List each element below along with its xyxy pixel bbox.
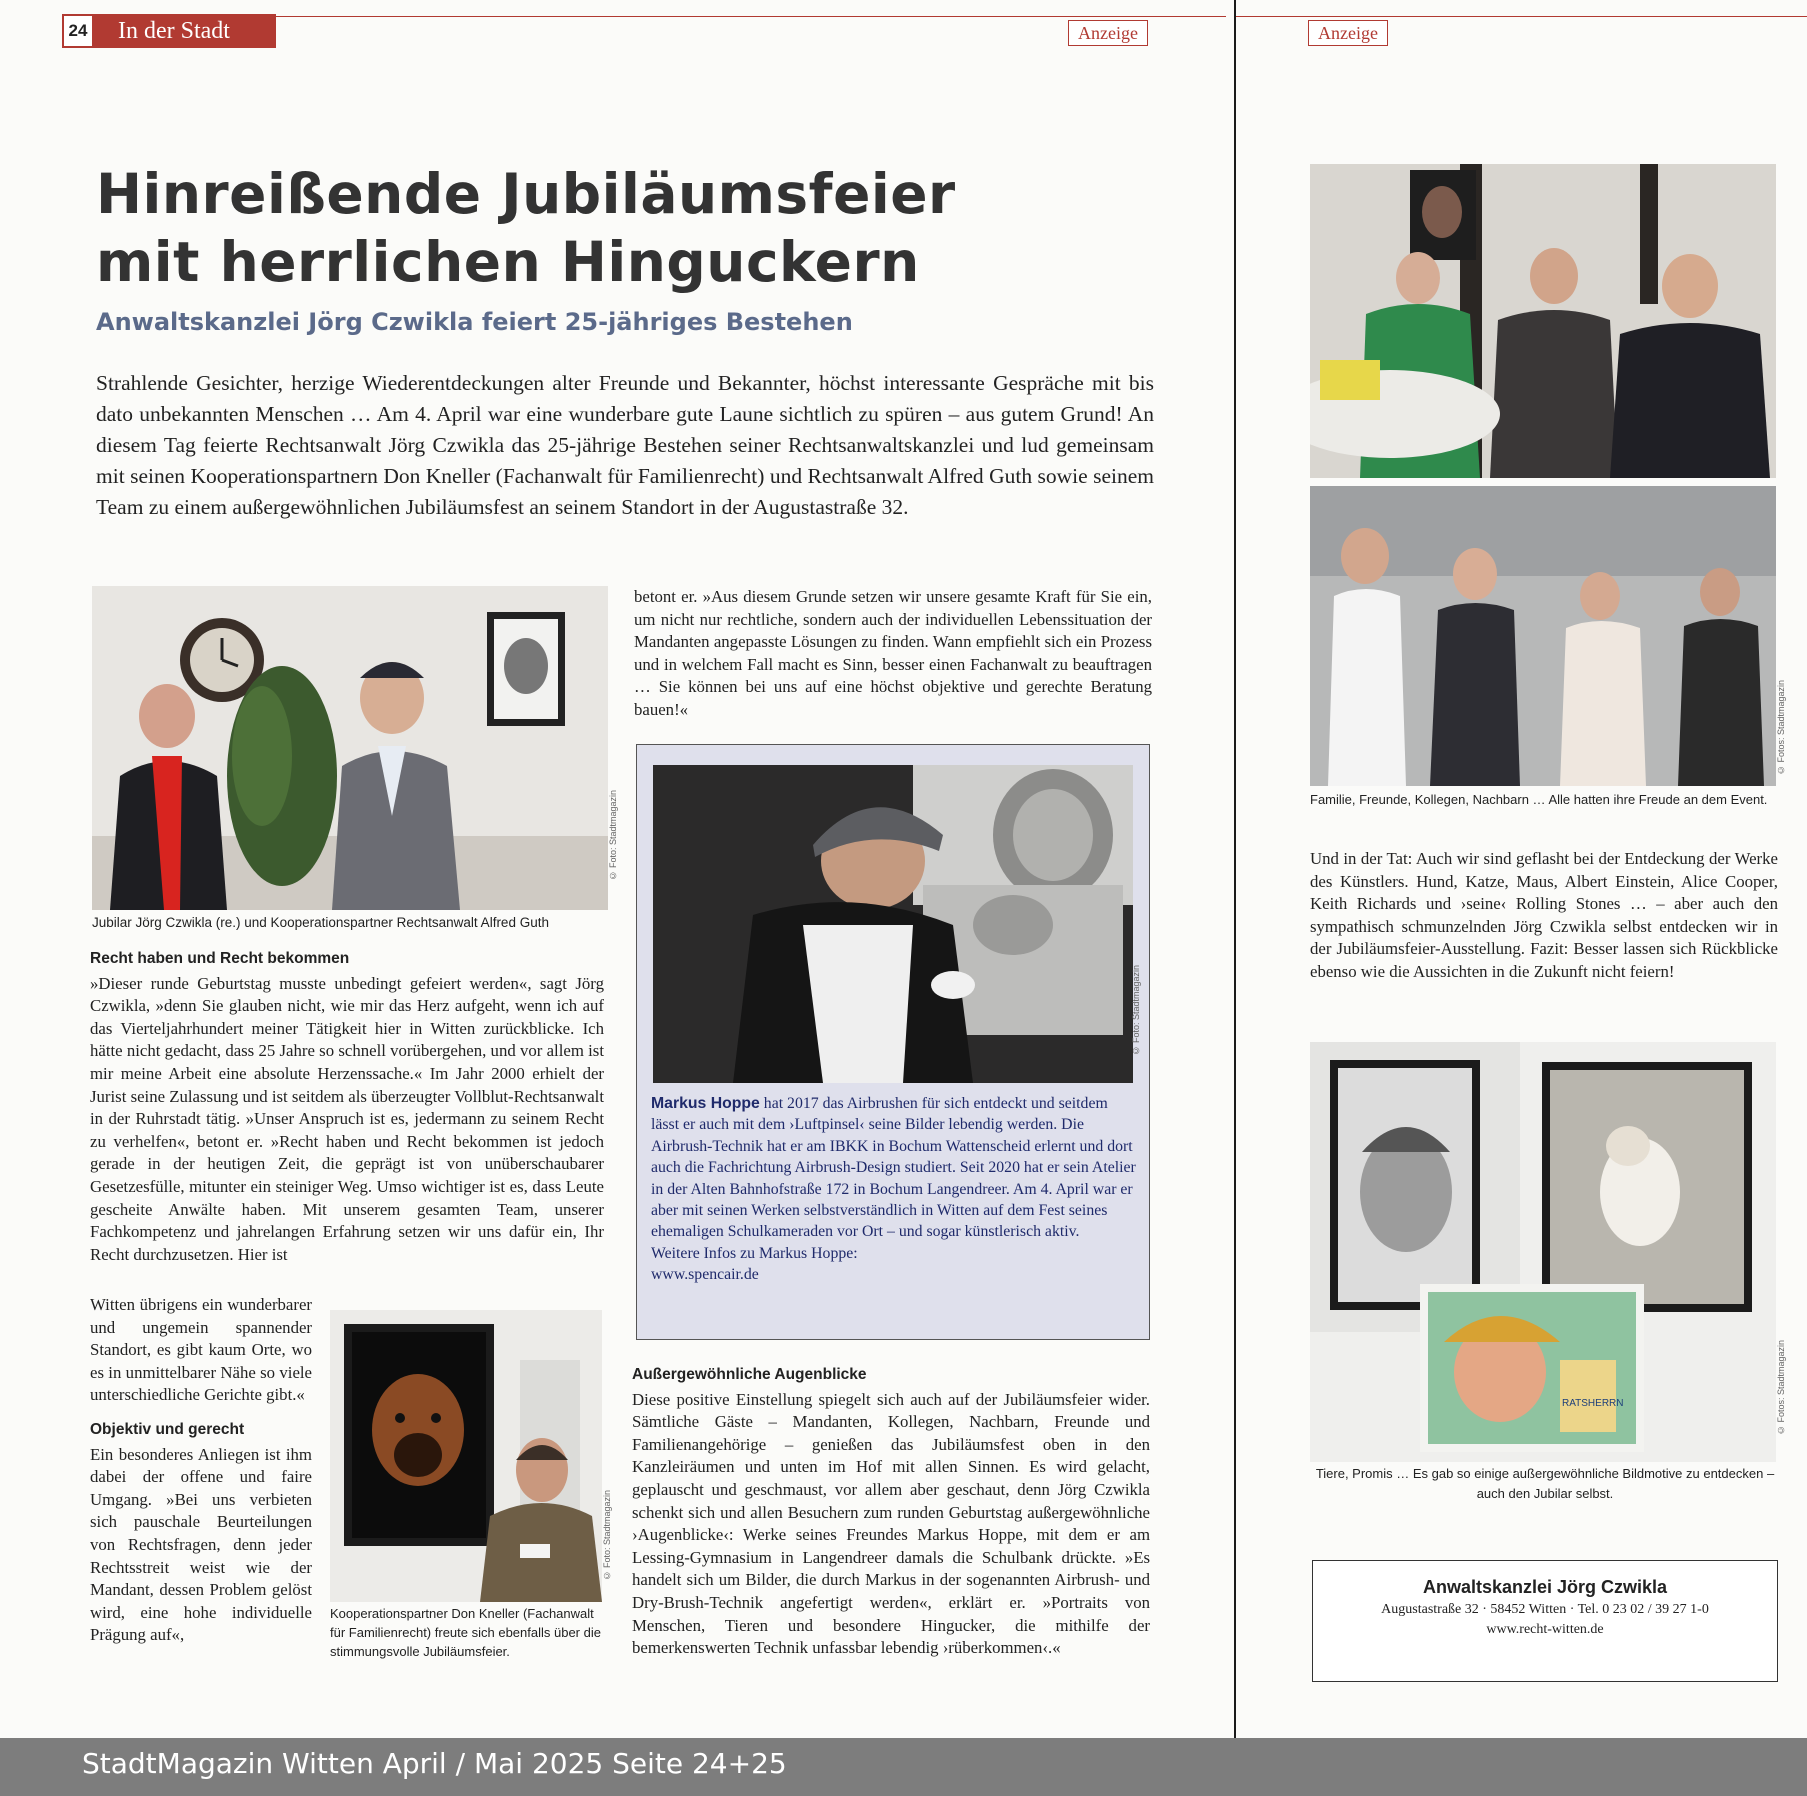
infobox-markus-hoppe: [636, 744, 1150, 1340]
headline: [96, 160, 996, 296]
col1-paragraph-1: »Dieser runde Geburtstag musste unbedingt gefeiert werden«, sagt Jörg Czwikla, »denn Sie glauben nicht, wie mir das Herz aufgeht, wenn ich auf das Vierteljahrhundert meiner Tätigkeit hier in Witten zurückblicke. Ich hätte nicht gedacht, dass 25 Jahre so schnell vorübergehen, und vor allem ist mir meine Arbeit eine absolute Herzenssache.« Im Jahr 2000 erhielt der Jurist seine Zulassung und ist seitdem als überzeugter Vollblut-Rechtsanwalt in der Ruhrstadt tätig. »Unser Anspruch ist es, jedermann zu seinem Recht zu verhelfen«, betont er. »Recht haben und Recht bekommen ist jedoch gerade in der heutigen Zeit, die geprägt ist von unüberschaubarer Gesetzesfülle, mitunter ein steiniger Weg. Umso wichtiger ist es, dass Leute gescheite Anwälte haben. Mit unserem gesamten Team, unserer Fachkompetenz und jahrelangen Erfahrung setzen wir uns dafür ein, Ihr Recht durchzusetzen. Hier ist: [90, 973, 604, 1264]
col1-paragraph-1b: Witten übrigens ein wunderbarer und ungemein spannender Standort, es gibt kaum Orte, wo es in unmittelbarer Nähe so viele unterschiedliche Gerichte gibt.«: [90, 1295, 312, 1405]
ad-label-right: Anzeige: [1308, 20, 1388, 46]
beer-label: RATSHERRN: [1562, 1398, 1624, 1409]
column-2-bottom: [632, 1364, 1150, 1672]
right-caption-2: Tiere, Promis … Es gab so einige außergewöhnliche Bildmotive zu entdecken – auch den Jubilar selbst.: [1315, 1466, 1775, 1501]
heading-recht: Recht haben und Recht bekommen: [90, 950, 350, 967]
infobox-more: Weitere Infos zu Markus Hoppe:: [651, 1244, 858, 1262]
right-photos-credit: © Fotos: Stadtmagazin: [1776, 680, 1786, 776]
col2-paragraph-1: betont er. »Aus diesem Grunde setzen wir unsere gesamte Kraft für Sie ein, um nicht nur rechtliche, sondern auch der individuellen Lebenssituation der Mandanten angepasste Lösungen zu finden. Wann empfiehlt sich ein Prozess und in welchem Fall macht es Sinn, besser einen Fachanwalt zu beauftragen … Sie können bei uns auf eine höchst objektive und gerechte Beratung bauen!«: [634, 587, 1152, 719]
address-line: Augustastraße 32 · 58452 Witten · Tel. 0 23 02 / 39 27 1-0: [1381, 1602, 1709, 1617]
ad-label-left: Anzeige: [1068, 20, 1148, 46]
footer-bar: [0, 1738, 1807, 1796]
headline-line1: Hinreißende Jubiläumsfeier: [96, 162, 956, 226]
header-rule: [276, 16, 1226, 17]
heading-objektiv: Objektiv und gerecht: [90, 1420, 245, 1438]
photo-guests-courtyard: [1310, 486, 1776, 786]
photo-czwikla-guth: [92, 586, 608, 910]
subheadline: Anwaltskanzlei Jörg Czwikla feiert 25-jähriges Bestehen: [96, 308, 853, 336]
infobox-photo-credit: © Foto: Stadtmagazin: [1131, 965, 1141, 1056]
footer-text: StadtMagazin Witten April / Mai 2025 Seite 24+25: [82, 1747, 787, 1780]
infobox-url[interactable]: www.spencair.de: [651, 1266, 759, 1284]
address-name: Anwaltskanzlei Jörg Czwikla: [1422, 1577, 1668, 1597]
header-rule-right: [1236, 16, 1807, 17]
photo2-caption: Kooperationspartner Don Kneller (Fachanwalt für Familienrecht) freute sich ebenfalls über die stimmungsvolle Jubiläumsfeier.: [330, 1606, 601, 1659]
col1-paragraph-2: Ein besonderes Anliegen ist ihm dabei der offene und faire Umgang. »Bei uns verbieten sich pauschale Beurteilungen von Rechtsfragen, denn jeder Rechtsstreit weist wie der Mandant, dessen Problem gelöst wird, eine hohe individuelle Prägung auf«,: [90, 1444, 312, 1645]
photo-don-kneller: [330, 1310, 602, 1602]
address-box: [1312, 1560, 1778, 1682]
photo1-caption: Jubilar Jörg Czwikla (re.) und Kooperationspartner Rechtsanwalt Alfred Guth: [92, 915, 549, 930]
infobox-text: [651, 1093, 1137, 1286]
column-2-top: [634, 586, 1152, 734]
column-1: [90, 948, 604, 1278]
right-column-text: [1310, 848, 1778, 996]
right-photos-credit-2: © Fotos: Stadtmagazin: [1776, 1340, 1786, 1436]
photo-artworks: [1310, 1042, 1776, 1462]
col2-paragraph-2: Diese positive Einstellung spiegelt sich auch auf der Jubiläumsfeier wider. Sämtliche Gäste – Mandanten, Kollegen, Nachbarn, Freunde und Familienangehörige – genießen das Jubiläumsfest oben in den Kanzleiräumen und unten im Hof mit allen Sinnen. Es wird gelacht, geplauscht und geschmaust, vor allem aber geschaut, denn Jörg Czwikla schenkt sich und allen Besuchern zum runden Geburtstag außergewöhnliche ›Augenblicke‹: Werke seines Freundes Markus Hoppe, mit dem er am Lessing-Gymnasium in Langendreer damals die Schulbank drückte. »Es handelt sich um Bilder, die durch Markus in der sogenannten Airbrush- und Dry-Brush-Technik angefertigt werden«, erklärt er. »Portraits von Menschen, Tieren und besondere Hingucker, die mithilfe der bemerkenswerten Technik unfassbar lebendig ›rüberkommen‹.«: [632, 1389, 1150, 1658]
headline-line2: mit herrlichen Hinguckern: [96, 230, 920, 294]
address-web[interactable]: www.recht-witten.de: [1486, 1622, 1604, 1637]
column-1-narrow: [90, 1294, 312, 1659]
right-paragraph: Und in der Tat: Auch wir sind geflasht bei der Entdeckung der Werke des Künstlers. Hund, Katze, Maus, Albert Einstein, Alice Cooper, Keith Richards und ›seine‹ Rolling Stones … – aber auch den sympathisch schmunzelnden Jörg Czwikla selbst entdecken wir in der Jubiläumsfeier-Ausstellung. Fazit: Besser lassen sich Rückblicke ebenso wie die Aussichten in die Zukunft nicht feiern!: [1310, 849, 1778, 981]
infobox-name: Markus Hoppe: [651, 1095, 760, 1112]
section-title: In der Stadt: [94, 14, 276, 48]
heading-augenblicke: Außergewöhnliche Augenblicke: [632, 1366, 867, 1383]
right-caption-1: Familie, Freunde, Kollegen, Nachbarn … Alle hatten ihre Freude an dem Event.: [1310, 792, 1768, 807]
photo-markus-hoppe: [653, 765, 1133, 1083]
page-number: 24: [62, 14, 94, 48]
lead-paragraph: Strahlende Gesichter, herzige Wiederentdeckungen alter Freunde und Bekannter, höchst interessante Gespräche mit bis dato unbekannten Menschen … Am 4. April war eine wunderbare gute Laune sichtlich zu spüren – aus gutem Grund! An diesem Tag feierte Rechtsanwalt Jörg Czwikla das 25-jährige Bestehen seiner Rechtsanwaltskanzlei und lud gemeinsam mit seinen Kooperationspartnern Don Kneller (Fachanwalt für Familienrecht) und Rechtsanwalt Alfred Guth sowie seinem Team zu einem außergewöhnlichen Jubiläumsfest an seinem Standort in der Augustastraße 32.: [96, 371, 1154, 519]
photo1-credit: © Foto: Stadtmagazin: [608, 790, 618, 881]
infobox-body: hat 2017 das Airbrushen für sich entdeckt und seitdem lässt er auch mit dem ›Luftpinsel‹ seine Bilder lebendig werden. Die Airbrush-Technik hat er am IBKK in Bochum Wattenscheid erlernt und dort auch die Fachrichtung Airbrush-Design studiert. Seit 2020 hat er sein Atelier in der Alten Bahnhofstraße 172 in Bochum Langendreer. Am 4. April war er aber mit seinen Werken selbstverständlich in Witten auf dem Fest seines ehemaligen Schulkameraden vor Ort – und sogar künstlerisch aktiv.: [651, 1095, 1136, 1241]
photo-guests-seated: [1310, 164, 1776, 478]
photo2-credit: © Foto: Stadtmagazin: [602, 1490, 612, 1581]
right-page: [1236, 0, 1807, 1740]
